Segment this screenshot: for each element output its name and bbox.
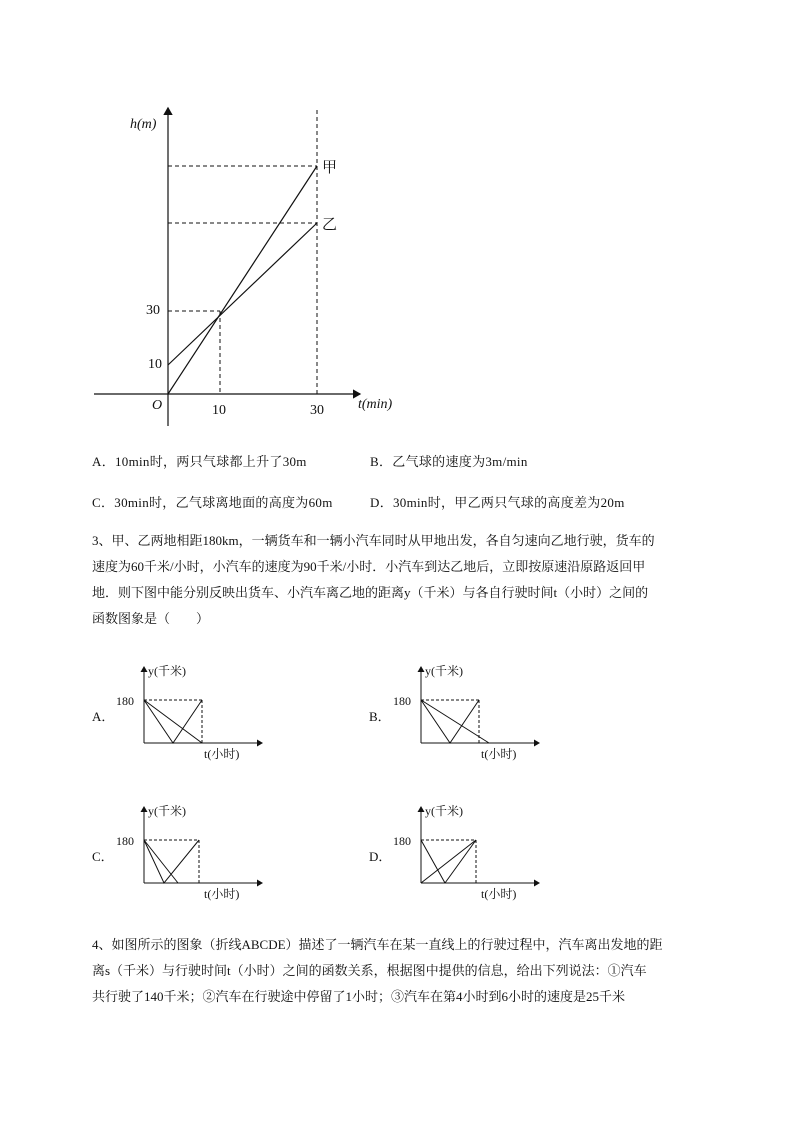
series-jia-label: 甲: [322, 160, 338, 176]
q3-option-d-graph: [389, 797, 549, 907]
option-d: D．30min时，甲乙两只气球的高度差为20m: [370, 495, 625, 510]
y-axis-label: h(m): [130, 117, 157, 132]
x-label: t(小时): [204, 747, 240, 761]
y-tick-30: 30: [146, 303, 160, 318]
option-c: C．30min时，乙气球离地面的高度为60m: [92, 495, 333, 510]
q3-line: 速度为60千米/小时，小汽车的速度为90千米/小时．小汽车到达乙地后，立即按原速沿原路返回甲: [92, 559, 646, 574]
value-180: 180: [393, 694, 411, 708]
option-b: B．乙气球的速度为3m/min: [370, 454, 528, 469]
q3-option-a-graph: [112, 657, 272, 767]
y-label: y(千米): [148, 664, 186, 678]
x-label: t(小时): [481, 747, 517, 761]
series-jia-line: [168, 166, 317, 394]
x-label: t(小时): [481, 887, 517, 901]
value-180: 180: [393, 834, 411, 848]
q3-option-c-label: C．: [92, 849, 114, 864]
series-yi-label: 乙: [322, 217, 338, 233]
car-line-down: [421, 840, 445, 883]
q3-option-d-label: D．: [369, 849, 392, 864]
truck-line: [144, 700, 202, 743]
q3-line: 函数图象是（ ）: [92, 611, 210, 626]
x-tick-30: 30: [310, 403, 324, 418]
origin-label: O: [152, 398, 163, 413]
car-line: [144, 840, 199, 883]
x-label: t(小时): [204, 887, 240, 901]
q3-line: 3、甲、乙两地相距180km，一辆货车和一辆小汽车同时从甲地出发，各自匀速向乙地行驶，货车的: [92, 533, 655, 548]
question-3: [92, 528, 744, 632]
q4-line: 共行驶了140千米；②汽车在行驶途中停留了1小时；③汽车在第4小时到6小时的速度是25千米: [92, 989, 626, 1004]
q3-option-b-graph: [389, 657, 549, 767]
car-line-up: [445, 840, 476, 883]
y-label: y(千米): [425, 804, 463, 818]
q4-line: 4、如图所示的图象（折线ABCDE）描述了一辆汽车在某一直线上的行驶过程中，汽车离出发地的距: [92, 937, 663, 952]
q3-option-c-graph: [112, 797, 272, 907]
balloon-height-chart: [88, 96, 408, 436]
x-tick-10: 10: [212, 403, 226, 418]
q3-option-b-label: B．: [369, 709, 391, 724]
question-4: [92, 932, 744, 1010]
value-180: 180: [116, 834, 134, 848]
option-a: A．10min时，两只气球都上升了30m: [92, 454, 307, 469]
x-axis-label: t(min): [358, 397, 393, 412]
y-label: y(千米): [148, 804, 186, 818]
value-180: 180: [116, 694, 134, 708]
q4-line: 离s（千米）与行驶时间t（小时）之间的函数关系，根据图中提供的信息，给出下列说法：①汽车: [92, 963, 647, 978]
series-yi-line: [168, 223, 317, 365]
q3-option-a-label: A．: [92, 709, 115, 724]
car-line: [421, 700, 479, 743]
y-tick-10: 10: [148, 357, 162, 372]
q3-line: 地．则下图中能分别反映出货车、小汽车离乙地的距离y（千米）与各自行驶时间t（小时）之间的: [92, 585, 649, 600]
truck-line: [421, 840, 476, 883]
y-label: y(千米): [425, 664, 463, 678]
